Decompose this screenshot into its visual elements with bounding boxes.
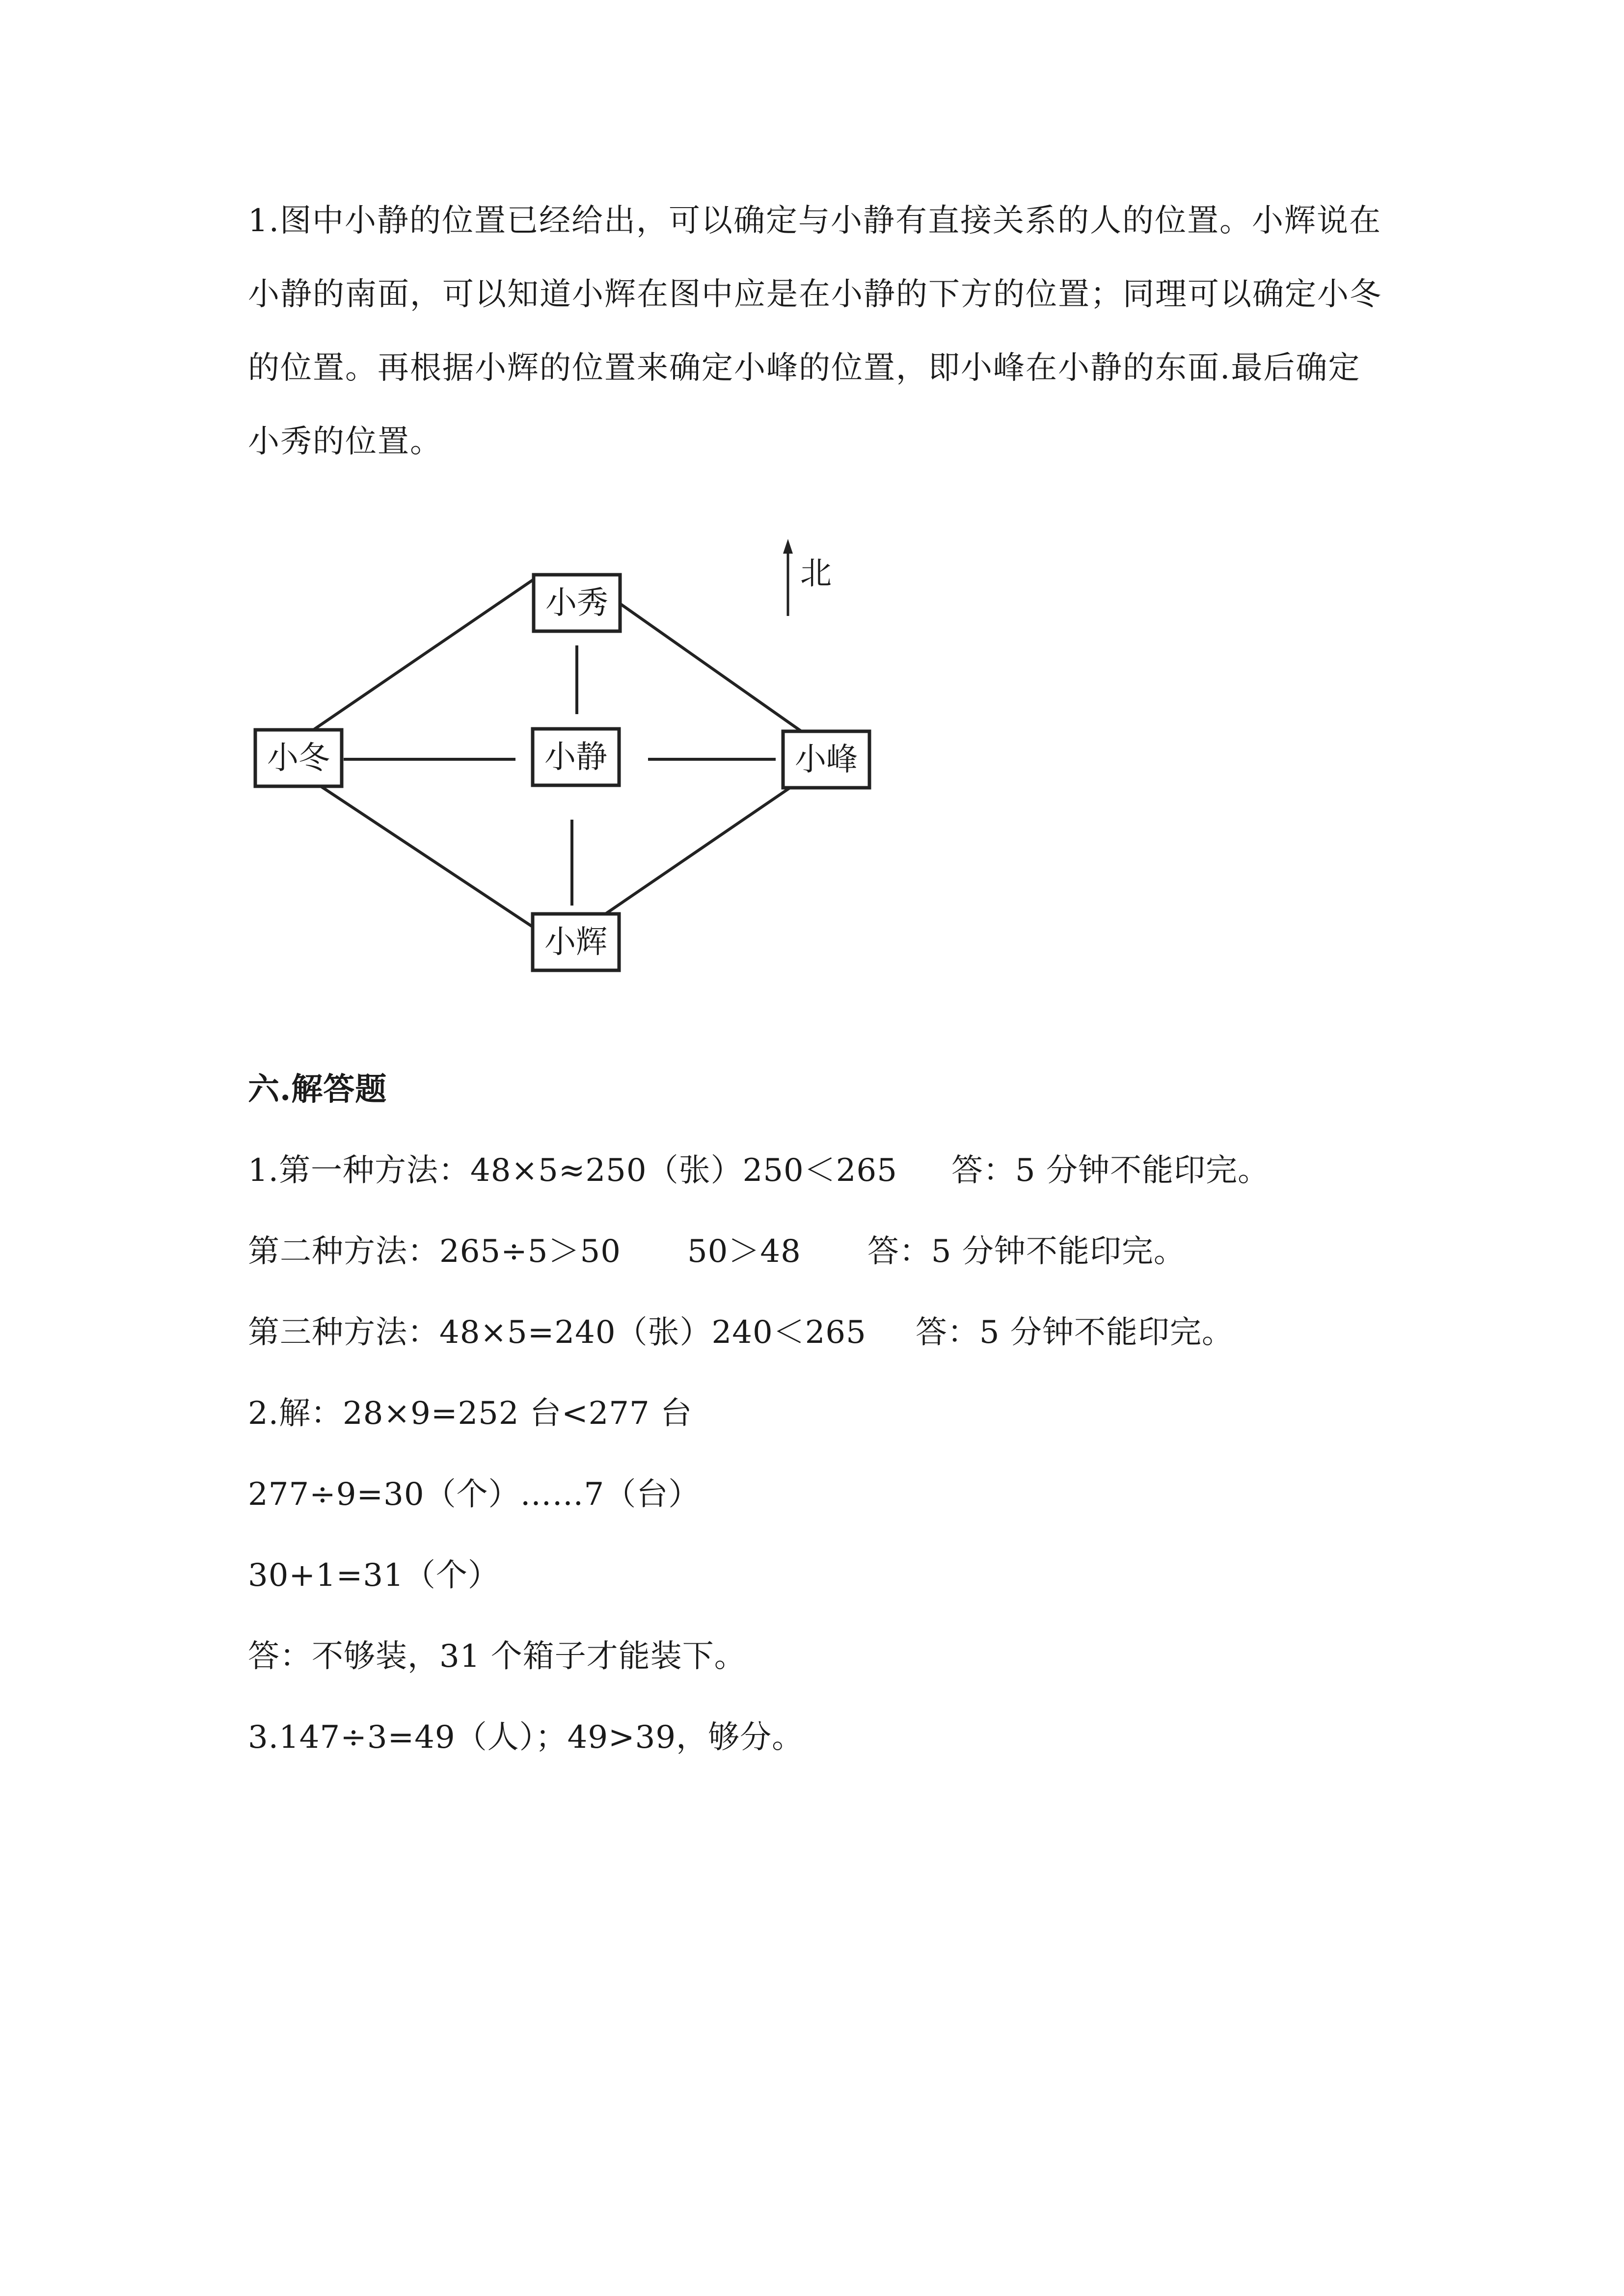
node-center	[533, 729, 619, 785]
answer-q1-line2-calc: 第二种方法：265÷5＞50	[248, 1233, 621, 1270]
answer-q2-line4: 答：不够装，31 个箱子才能装下。	[248, 1638, 746, 1675]
answer-q1-line1	[248, 1151, 1270, 1190]
answer-q2-line3: 30+1=31（个）	[248, 1557, 500, 1594]
line-left-bottom	[290, 766, 538, 930]
node-right-label: 小峰	[795, 742, 858, 778]
answer-q2-line2: 277÷9=30（个）……7（台）	[248, 1476, 701, 1513]
answer-q3-line1: 3.147÷3=49（人）；49>39，够分。	[248, 1719, 804, 1756]
node-left-label: 小冬	[267, 740, 330, 776]
line-top-left	[290, 577, 538, 746]
north-arrow-icon	[783, 539, 793, 616]
node-center-label: 小静	[544, 739, 607, 775]
line-right-bottom	[582, 766, 822, 930]
answer-q1-line2-compare: 50＞48	[687, 1233, 801, 1270]
node-bottom-label: 小辉	[544, 924, 607, 961]
answer-q1-line1-calc: 1.第一种方法：48×5≈250（张）250＜265	[248, 1152, 897, 1189]
north-label: 北	[800, 556, 832, 592]
answer-q2-line1: 2.解：28×9=252 台<277 台	[248, 1395, 693, 1432]
answer-q1-line3-answer: 答：5 分钟不能印完。	[915, 1314, 1234, 1351]
answer-q1-line2	[248, 1232, 1186, 1271]
node-bottom	[533, 914, 619, 970]
answer-q1-line1-answer: 答：5 分钟不能印完。	[951, 1152, 1270, 1189]
node-top-label: 小秀	[545, 585, 608, 621]
answer-q1-line3	[248, 1313, 1234, 1352]
node-top	[534, 575, 620, 631]
node-right	[783, 731, 869, 788]
answer-q1-line2-answer: 答：5 分钟不能印完。	[867, 1233, 1186, 1270]
answer-q1-line3-calc: 第三种方法：48×5=240（张）240＜265	[248, 1314, 866, 1351]
section-heading: 六.解答题	[248, 1071, 387, 1108]
explanation-paragraph: 1.图中小静的位置已经给出，可以确定与小静有直接关系的人的位置。小辉说在小静的南面，可以知道小辉在图中应是在小静的下方的位置；同理可以确定小冬的位置。再根据小辉的位置来确定小峰的位置，即小峰在小静的东面.最后确定小秀的位置。	[248, 203, 1382, 460]
position-diagram	[248, 530, 886, 996]
node-left	[255, 730, 342, 786]
